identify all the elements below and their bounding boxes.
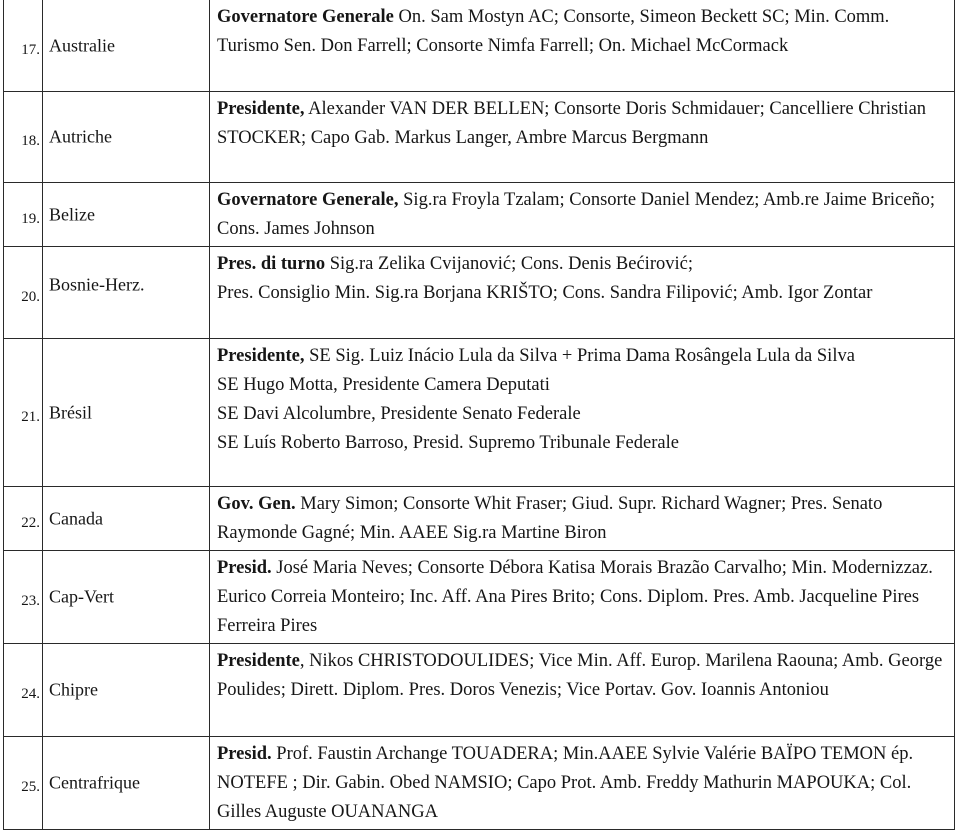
country-cell	[43, 551, 210, 644]
country-name: Belize	[49, 204, 95, 224]
role-title: Governatore Generale	[217, 7, 394, 27]
role-title: Governatore Generale,	[217, 190, 399, 210]
role-title: Presidente,	[217, 346, 305, 366]
row-number-cell	[4, 92, 43, 183]
country-name: Cap-Vert	[49, 586, 114, 607]
delegation-cell	[210, 0, 955, 92]
delegation-line	[217, 250, 950, 279]
delegation-line	[217, 490, 950, 548]
row-number-cell	[4, 644, 43, 737]
row-number-cell	[4, 0, 43, 92]
country-cell	[43, 92, 210, 183]
row-number: 21.	[21, 408, 40, 425]
table-row	[4, 487, 955, 551]
country-name: Autriche	[49, 126, 112, 147]
row-number: 22.	[21, 514, 40, 531]
country-cell	[43, 247, 210, 339]
country-cell	[43, 0, 210, 92]
delegation-line	[217, 740, 950, 827]
table-row	[4, 92, 955, 183]
role-title: Presid.	[217, 558, 272, 578]
delegations-table	[3, 0, 955, 830]
row-number-cell	[4, 339, 43, 487]
delegation-line	[217, 279, 950, 308]
row-number-cell	[4, 487, 43, 551]
delegation-text: José Maria Neves; Consorte Débora Katisa Morais Brazão Carvalho; Min. Modernizzaz. Eurico Correia Monteiro; Inc. Aff. Ana Pires Brito; Cons. Diplom. Pres. Amb. Jacqueline Pires Ferreira Pires	[217, 558, 933, 636]
delegation-text: Sig.ra Zelika Cvijanović; Cons. Denis Bećirović;	[325, 254, 693, 274]
country-name: Chipre	[49, 679, 98, 700]
delegation-text: SE Sig. Luiz Inácio Lula da Silva + Prima Dama Rosângela Lula da Silva	[304, 346, 855, 366]
delegation-cell	[210, 92, 955, 183]
row-number-cell	[4, 183, 43, 247]
table-row	[4, 247, 955, 339]
row-number: 17.	[21, 41, 40, 58]
country-name: Bosnie-Herz.	[49, 274, 145, 295]
delegation-line	[217, 371, 950, 400]
delegation-cell	[210, 487, 955, 551]
row-number-cell	[4, 247, 43, 339]
delegation-line	[217, 554, 950, 641]
delegation-text: Mary Simon; Consorte Whit Fraser; Giud. Supr. Richard Wagner; Pres. Senato Raymonde Gagné; Min. AAEE Sig.ra Martine Biron	[217, 494, 883, 543]
delegation-line	[217, 400, 950, 429]
row-number: 23.	[21, 592, 40, 609]
row-number: 25.	[21, 778, 40, 795]
delegation-text: SE Hugo Motta, Presidente Camera Deputati	[217, 375, 550, 395]
delegation-cell	[210, 644, 955, 737]
delegation-line	[217, 342, 950, 371]
role-title: Pres. di turno	[217, 254, 326, 274]
country-cell	[43, 183, 210, 247]
delegation-text: , Nikos CHRISTODOULIDES; Vice Min. Aff. Europ. Marilena Raouna; Amb. George Poulides; Dirett. Diplom. Pres. Doros Venezis; Vice Portav. Gov. Ioannis Antoniou	[217, 651, 943, 700]
row-number: 19.	[21, 210, 40, 227]
delegation-text: Alexander VAN DER BELLEN; Consorte Doris Schmidauer; Cancelliere Christian STOCKER; Capo Gab. Markus Langer, Ambre Marcus Bergmann	[217, 99, 927, 148]
table-row	[4, 339, 955, 487]
delegation-line	[217, 647, 950, 705]
country-cell	[43, 487, 210, 551]
delegation-line	[217, 429, 950, 458]
row-number: 20.	[21, 288, 40, 305]
row-number: 18.	[21, 132, 40, 149]
row-number: 24.	[21, 685, 40, 702]
table-row	[4, 644, 955, 737]
table-row	[4, 551, 955, 644]
country-name: Centrafrique	[49, 772, 140, 793]
delegation-text: Sig.ra Froyla Tzalam; Consorte Daniel Mendez; Amb.re Jaime Briceño; Cons. James Johnson	[217, 190, 936, 239]
country-name: Australie	[49, 35, 115, 55]
row-number-cell	[4, 551, 43, 644]
country-cell	[43, 644, 210, 737]
table-row	[4, 183, 955, 247]
delegation-cell	[210, 183, 955, 247]
delegation-cell	[210, 339, 955, 487]
role-title: Presid.	[217, 744, 272, 764]
delegation-line	[217, 3, 950, 61]
country-name: Canada	[49, 508, 103, 528]
delegation-text: SE Luís Roberto Barroso, Presid. Supremo Tribunale Federale	[217, 433, 679, 453]
delegation-cell	[210, 247, 955, 339]
delegation-text: Prof. Faustin Archange TOUADERA; Min.AAEE Sylvie Valérie BAÏPO TEMON ép. NOTEFE ; Dir. Gabin. Obed NAMSIO; Capo Prot. Amb. Freddy Mathurin MAPOUKA; Col. Gilles Auguste OUANANGA	[217, 744, 914, 822]
delegation-text: Pres. Consiglio Min. Sig.ra Borjana KRIŠTO; Cons. Sandra Filipović; Amb. Igor Zontar	[217, 283, 873, 303]
delegation-text: SE Davi Alcolumbre, Presidente Senato Federale	[217, 404, 581, 424]
country-name: Brésil	[49, 402, 92, 422]
delegation-line	[217, 95, 950, 153]
role-title: Gov. Gen.	[217, 494, 296, 514]
role-title: Presidente	[217, 651, 300, 671]
table-row	[4, 0, 955, 92]
country-cell	[43, 339, 210, 487]
role-title: Presidente,	[217, 99, 305, 119]
delegation-text: On. Sam Mostyn AC; Consorte, Simeon Beckett SC; Min. Comm. Turismo Sen. Don Farrell; Consorte Nimfa Farrell; On. Michael McCormack	[217, 7, 890, 56]
delegation-cell	[210, 551, 955, 644]
delegation-line	[217, 186, 950, 244]
